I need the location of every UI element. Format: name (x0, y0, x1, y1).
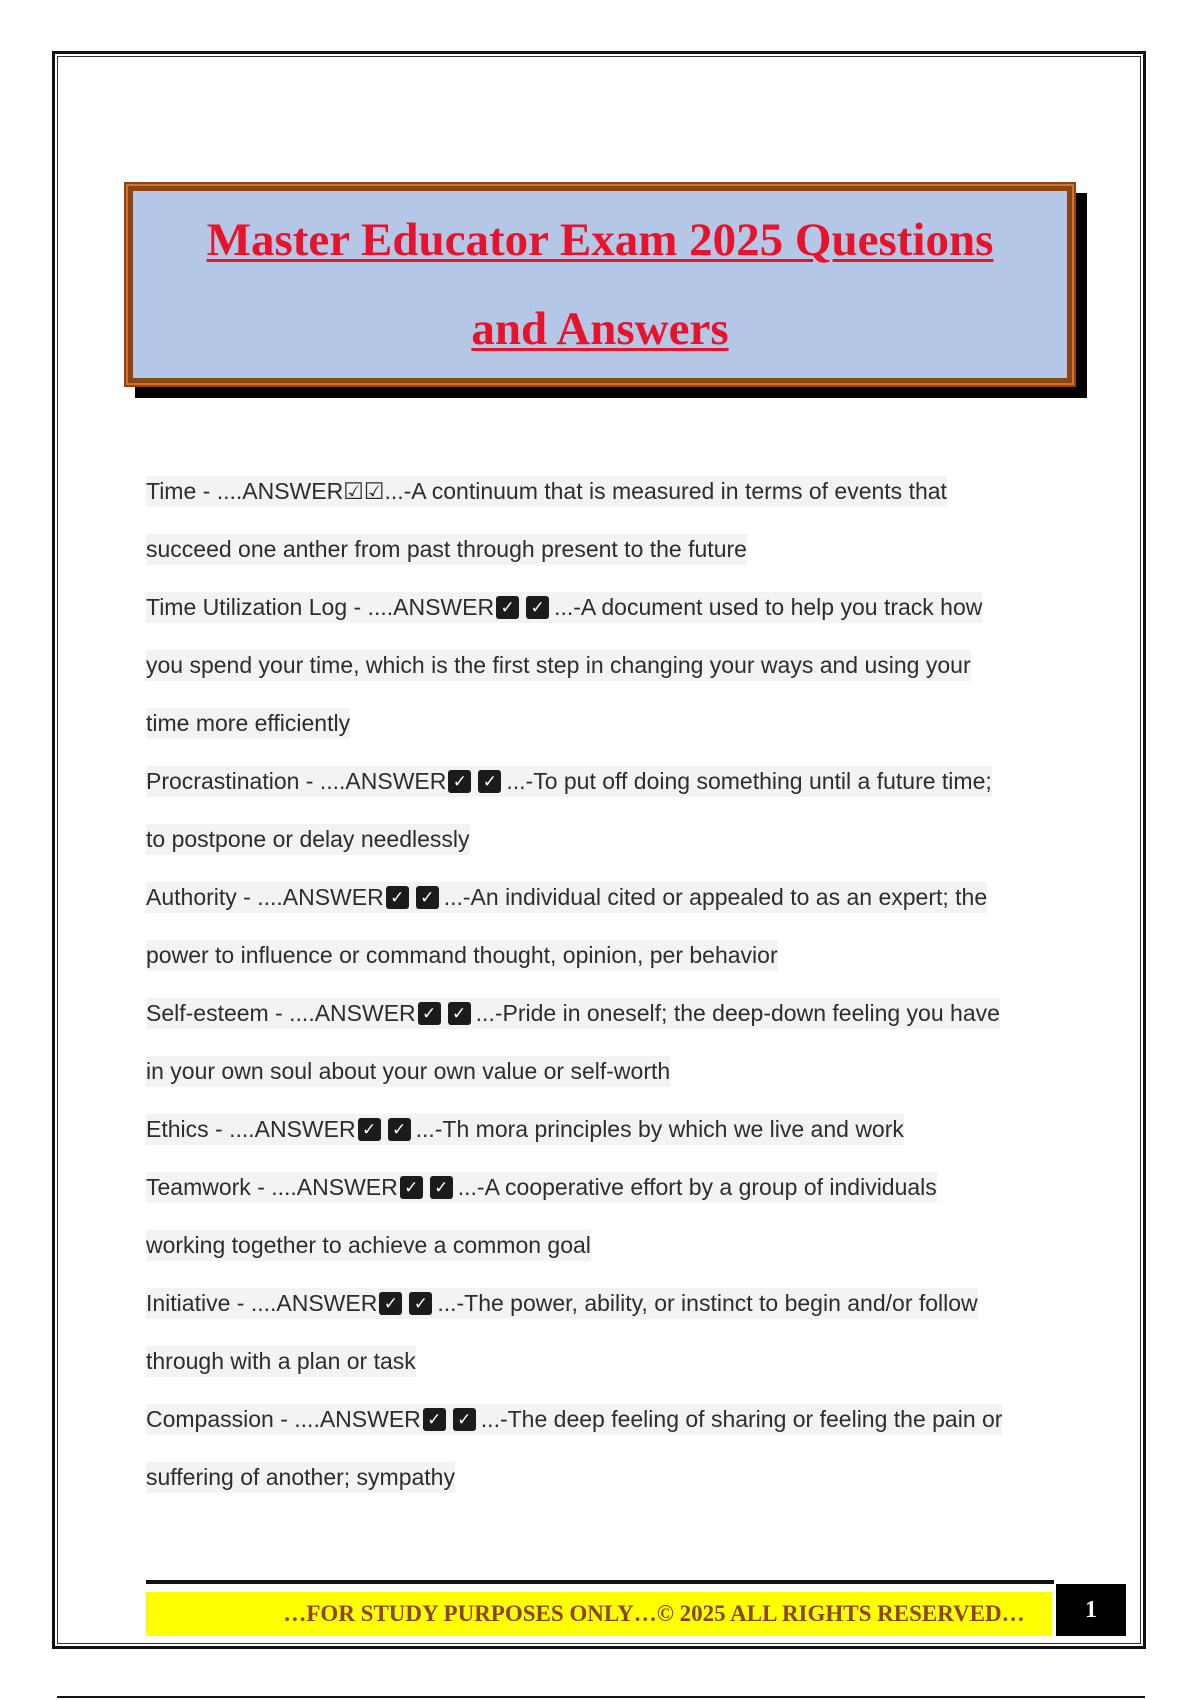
text-line (146, 1158, 1056, 1216)
line-text-start: to postpone or delay needlessly (146, 825, 470, 852)
check-box-icon: ✓ (478, 770, 501, 793)
text-line (146, 520, 1056, 578)
check-box-icon: ✓ (386, 886, 409, 909)
line-text (146, 1346, 416, 1377)
line-text-start: Time Utilization Log - ....ANSWER (146, 593, 495, 620)
line-text (146, 708, 350, 739)
line-text (146, 1404, 1002, 1435)
line-text (146, 1114, 904, 1145)
line-text-start: power to influence or command thought, opinion, per behavior (146, 941, 778, 968)
line-text-start: Procrastination - ....ANSWER (146, 767, 447, 794)
line-text-end: ...-The power, ability, or instinct to begin and/or follow (437, 1289, 978, 1316)
text-line (146, 752, 1056, 810)
line-text-end: ...-An individual cited or appealed to as an expert; the (443, 883, 988, 910)
line-text (146, 1288, 978, 1319)
check-box-icon: ✓ (418, 1002, 441, 1025)
text-line (146, 462, 1056, 520)
title-line-2: and Answers (471, 302, 729, 355)
check-box-icon: ✓ (409, 1292, 432, 1315)
line-text (146, 534, 747, 565)
text-line (146, 694, 1056, 752)
line-text (146, 476, 947, 507)
text-line (146, 1042, 1056, 1100)
text-line (146, 578, 1056, 636)
check-box-icon: ✓ (448, 770, 471, 793)
line-text (146, 882, 987, 913)
text-line (146, 1448, 1056, 1506)
line-text-end: ...-Pride in oneself; the deep-down feeling you have (475, 999, 1000, 1026)
title-banner (124, 182, 1076, 387)
text-line (146, 1332, 1056, 1390)
line-text-start: in your own soul about your own value or self-worth (146, 1057, 671, 1084)
check-box-icon: ✓ (453, 1408, 476, 1431)
check-box-icon: ✓ (423, 1408, 446, 1431)
line-text (146, 650, 971, 681)
bottom-rule (57, 1696, 1145, 1698)
line-text-start: working together to achieve a common goal (146, 1231, 591, 1258)
line-text-start: you spend your time, which is the first step in changing your ways and using your (146, 651, 971, 678)
check-box-icon: ✓ (448, 1002, 471, 1025)
title-line-1: Master Educator Exam 2025 Questions (206, 213, 994, 266)
line-text (146, 1230, 591, 1261)
page-number: 1 (1056, 1584, 1126, 1636)
line-text-start: Authority - ....ANSWER (146, 883, 384, 910)
text-line (146, 1216, 1056, 1274)
line-text (146, 1056, 670, 1087)
line-text-start: through with a plan or task (146, 1347, 416, 1374)
check-box-icon: ✓ (430, 1176, 453, 1199)
line-text-end: ...-The deep feeling of sharing or feeling the pain or (480, 1405, 1003, 1432)
check-box-icon: ✓ (526, 596, 549, 619)
line-text (146, 592, 982, 623)
line-text-start: suffering of another; sympathy (146, 1463, 455, 1490)
line-text-start: succeed one anther from past through present to the future (146, 535, 747, 562)
line-text-start: Compassion - ....ANSWER (146, 1405, 421, 1432)
check-box-icon: ✓ (400, 1176, 423, 1199)
footer-text: …FOR STUDY PURPOSES ONLY…© 2025 ALL RIGHTS RESERVED… (283, 1601, 1025, 1626)
check-box-icon: ✓ (496, 596, 519, 619)
line-text-start: Teamwork - ....ANSWER (146, 1173, 398, 1200)
line-text (146, 766, 992, 797)
line-text-start: Ethics - ....ANSWER (146, 1115, 356, 1142)
text-line (146, 810, 1056, 868)
line-text (146, 824, 470, 855)
text-line (146, 1390, 1056, 1448)
line-text (146, 1172, 937, 1203)
line-text-start: Time - ....ANSWER☑☑...-A continuum that is measured in terms of events that (146, 477, 947, 504)
qa-content (146, 462, 1056, 1506)
check-box-icon: ✓ (379, 1292, 402, 1315)
footer-band (146, 1592, 1052, 1636)
text-line (146, 926, 1056, 984)
text-line (146, 1274, 1056, 1332)
text-line (146, 636, 1056, 694)
text-line (146, 868, 1056, 926)
line-text (146, 998, 1000, 1029)
check-box-icon: ✓ (358, 1118, 381, 1141)
line-text-start: Initiative - ....ANSWER (146, 1289, 378, 1316)
line-text-end: ...-To put off doing something until a future time; (506, 767, 992, 794)
check-box-icon: ✓ (416, 886, 439, 909)
line-text-end: ...-A document used to help you track how (554, 593, 983, 620)
footer-rule (146, 1580, 1054, 1584)
text-line (146, 984, 1056, 1042)
check-box-icon: ✓ (388, 1118, 411, 1141)
line-text-end: ...-A cooperative effort by a group of individuals (457, 1173, 937, 1200)
line-text-end: ...-Th mora principles by which we live and work (415, 1115, 904, 1142)
line-text (146, 940, 778, 971)
line-text-start: Self-esteem - ....ANSWER (146, 999, 416, 1026)
text-line (146, 1100, 1056, 1158)
line-text (146, 1462, 455, 1493)
line-text-start: time more efficiently (146, 709, 351, 736)
